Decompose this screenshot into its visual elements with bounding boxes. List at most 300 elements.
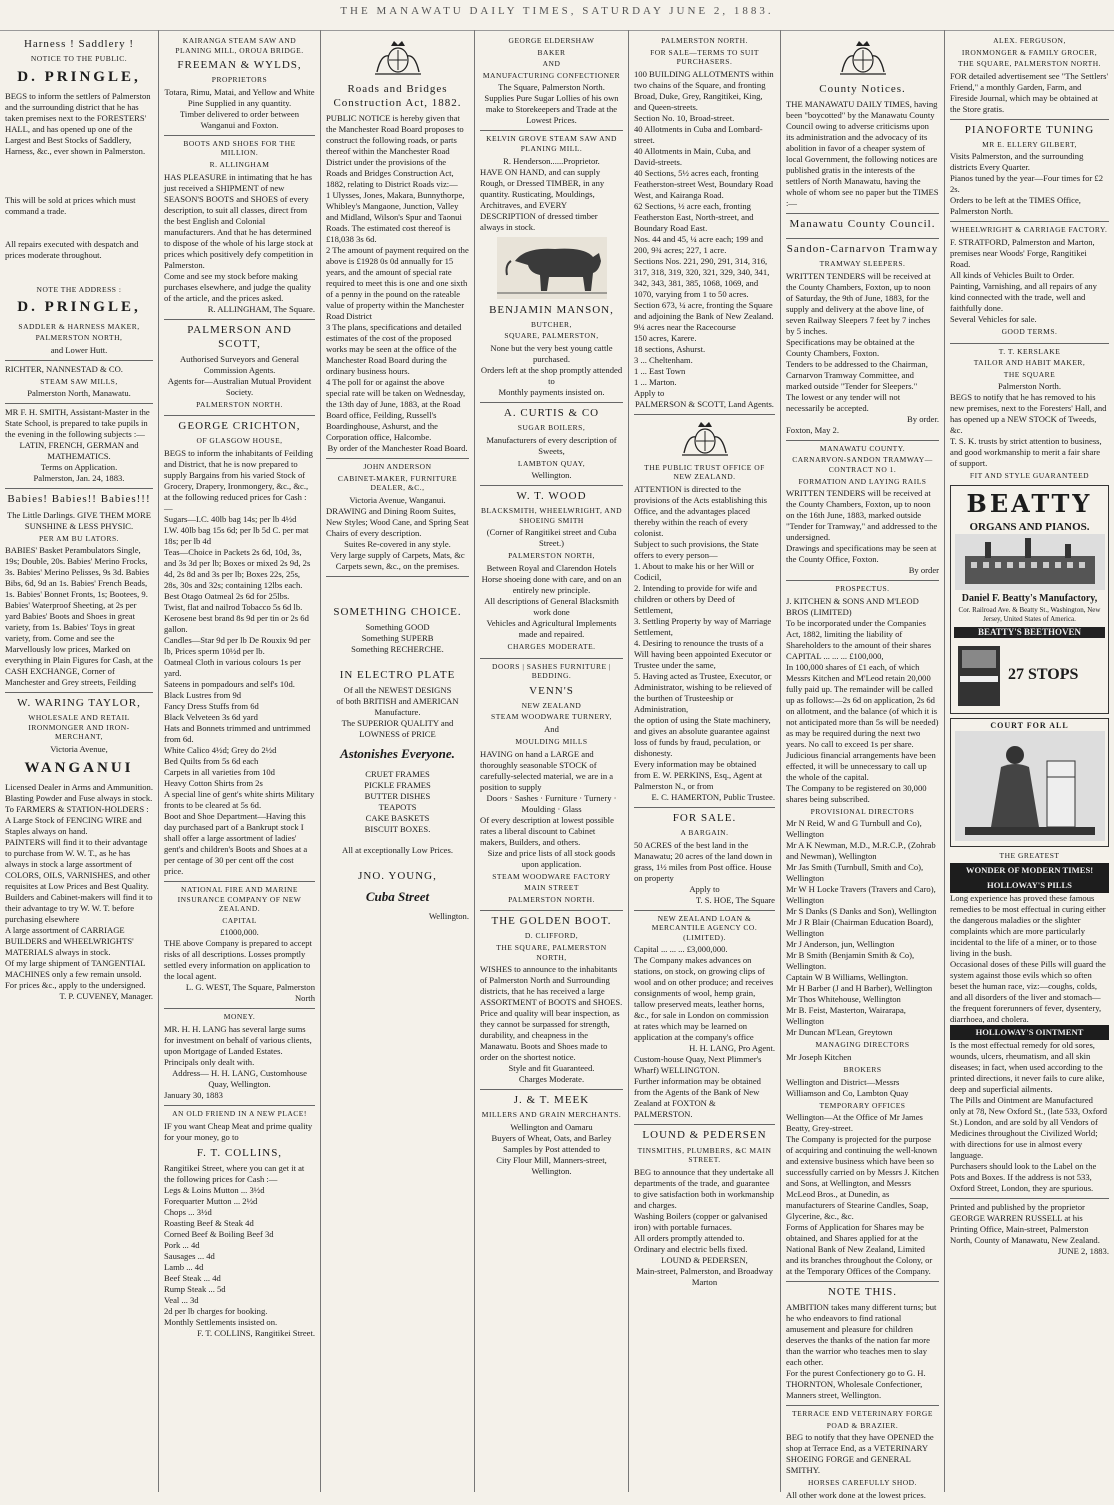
ad-heading: W. T. WOOD xyxy=(516,490,587,503)
ad-line: R. Henderson......Proprietor. xyxy=(503,155,600,166)
ad-text: 9¼ acres near the Racecourse xyxy=(634,321,736,332)
ad-text: Captain W B Williams, Wellington. xyxy=(786,972,908,983)
ad-text: 40 Allotments in Cuba and Lombard-street. xyxy=(634,123,763,145)
ad-heading: J. & T. MEEK xyxy=(513,1094,590,1107)
ad-text: This will be sold at prices which must command a trade. xyxy=(5,194,136,216)
ad-caption: THE GREATEST xyxy=(999,851,1060,861)
ad-caption: PALMERSTON NORTH, xyxy=(35,333,123,343)
advertisement xyxy=(786,1409,939,1505)
ad-line: And xyxy=(544,724,559,734)
ad-line: BUTTER DISHES xyxy=(364,790,431,801)
ad-caption: CABINET-MAKER, FURNITURE DEALER, &C., xyxy=(337,473,458,493)
advertisement xyxy=(164,419,315,882)
advertisement xyxy=(480,662,623,912)
ad-text: F. STRATFORD, Palmerston and Marton, premises near Woods' Forge, Rangitikei Road. xyxy=(950,237,1095,270)
ad-line: Terms on Application. xyxy=(40,462,118,473)
ad-display-text: Cuba Street xyxy=(365,888,430,904)
ad-caption: JOHN ANDERSON xyxy=(363,462,432,472)
ad-banner: HOLLOWAY'S PILLS xyxy=(950,878,1109,893)
ad-text: J. KITCHEN & SONS AND M'LEOD BROS (LIMITED) xyxy=(786,595,919,617)
advertisement xyxy=(786,444,939,581)
ad-caption: THE PUBLIC TRUST OFFICE OF NEW ZEALAND. xyxy=(644,462,765,482)
column-4 xyxy=(474,30,628,1492)
ad-caption: TINSMITHS, PLUMBERS, &C MAIN STREET. xyxy=(637,1145,772,1165)
ad-caption: TAILOR AND HABIT MAKER, xyxy=(973,358,1086,368)
ad-text: All orders promptly attended to. Ordinary and electric bells fixed. xyxy=(634,1232,748,1254)
beatty-firm: Daniel F. Beatty's Manufactory, xyxy=(961,592,1098,604)
ad-text: WISHES to announce to the inhabitants of Palmerston North and Surrounding districts, that he has received a large ASSORTMENT of BOOTS and SHOES. Price and quality will bear inspection, as they cannot be surpassed for strength, durability, and cheapness in the Manawatu. Boots and Shoes made to order on the shortest notice. xyxy=(480,964,623,1063)
ad-text: To FARMERS & STATION-HOLDERS : A Large Stock of FENCING WIRE and Staples always on hand. xyxy=(5,804,149,837)
ad-line: Horse shoeing done with care, and on an entirely new principle. xyxy=(481,573,622,595)
ad-text: Bed Quilts from 5s 6d each xyxy=(164,756,259,767)
ad-text: Mr W H Locke Travers (Travers and Caro), Wellington xyxy=(786,884,936,906)
ad-caption: NOTICE TO THE PUBLIC. xyxy=(30,54,128,64)
ad-signature: F. T. COLLINS, Rangitikei Street. xyxy=(197,1327,315,1338)
ad-line: CRUET FRAMES xyxy=(365,768,430,779)
royal-crest-icon xyxy=(836,38,890,78)
ad-text: Custom-house Quay, Next Plimmer's Wharf) WELLINGTON. xyxy=(634,1054,762,1076)
spacer xyxy=(5,261,153,283)
ad-signature: By order xyxy=(908,565,939,576)
ad-text: 40 Allotments in Main, Cuba, and David-streets. xyxy=(634,145,751,167)
ad-text: Mr Jas Smith (Turnbull, Smith and Co), Wellington xyxy=(786,862,924,884)
ad-line: Manufacturers of every description of Sweets, xyxy=(486,434,617,456)
ad-line: Suites Re-covered in any style. xyxy=(344,538,451,549)
ad-text: MR. H. H. LANG has several large sums for investment on behalf of various clients, upon Mortgage of Landed Estates. Principals only dealt with. xyxy=(164,1024,312,1068)
factory-illustration-icon xyxy=(955,534,1105,590)
ad-text: Pianos tuned by the year—Four times for £2 2s. xyxy=(950,173,1103,195)
ad-text: Heavy Cotton Shirts from 2s xyxy=(164,778,263,789)
ad-text: Wellington—At the Office of Mr James Beatty, Grey-street. xyxy=(786,1112,923,1134)
ad-text: IF you want Cheap Meat and prime quality for your money, go to xyxy=(164,1120,313,1142)
ad-caption: ALEX. FERGUSON, xyxy=(993,36,1066,45)
ad-text: Is the most effectual remedy for old sores, wounds, ulcers, rheumatism, and all skin diseases; in fact, when used according to the printed directions, it never fails to cure alike, deep and superficial ailments. xyxy=(950,1039,1105,1094)
ad-text: BEGS to inform the settlers of Palmerston and the surrounding district that he has taken premises next to the FORESTERS' HALL, and has opened up one of the Largest and Best Stocks of Saddlery, Harness, &c., ever shown in Palmerston. xyxy=(5,90,151,156)
ad-caption: BROKERS xyxy=(843,1064,882,1074)
ad-text: January 30, 1883 xyxy=(164,1090,223,1101)
ad-line: Authorised Surveyors and General Commission Agents. xyxy=(179,353,300,375)
ad-text: 2 The amount of payment required on the above is £1928 0s 0d annually for 15 years, and the amount of special rate required to meet this is one and one sixth of a penny in the pound on the rateable value of property within the Manchester Road District xyxy=(326,245,469,322)
ad-caption: TRAMWAY SLEEPERS. xyxy=(819,259,906,269)
ad-caption: NEW ZEALAND LOAN & MERCANTILE AGENCY CO. (LIMITED). xyxy=(651,913,758,942)
ad-text: Section 673, ¼ acre, fronting the Square and adjoining the Bank of New Zealand. xyxy=(634,299,774,321)
ad-line: Something SUPERB xyxy=(361,633,434,644)
advertisement xyxy=(5,407,153,489)
ad-line: (Corner of Rangitikei street and Cuba Street.) xyxy=(486,527,617,549)
ad-signature: By order. xyxy=(907,413,939,424)
ad-text: Veal ... 3d xyxy=(164,1294,199,1305)
ad-text: BEG to notify that they have OPENED the shop at Terrace End, as a VETERINARY SHOEING FORGE and GENERAL SMITHY. xyxy=(786,1432,934,1476)
beatty-banner: BEATTY'S BEETHOVEN xyxy=(954,627,1105,639)
ad-text: Kerosene best brand 8s 9d per tin or 2s 6d gallon. xyxy=(164,613,309,635)
beatty-subtitle: ORGANS AND PIANOS. xyxy=(969,520,1090,533)
ad-text: Twist, flat and nailrod Tobacco 5s 6d lb. xyxy=(164,602,303,613)
spacer xyxy=(5,217,153,239)
ad-text: Chops ... 3½d xyxy=(164,1206,212,1217)
ad-heading: THE GOLDEN BOOT. xyxy=(491,915,612,928)
beatty-address: Cor. Railroad Ave. & Beatty St., Washington, New Jersey, United States of America. xyxy=(958,605,1101,623)
advertisement xyxy=(950,347,1109,1199)
advertisement xyxy=(950,225,1109,343)
hygeia-figure-icon xyxy=(955,731,1105,841)
ad-text: 5. Having acted as Trustee, Executor, or Administrator, wishing to be relieved of the burthen of Trusteeship or Administration, xyxy=(634,670,772,714)
ad-line: Style and fit Guaranteed. xyxy=(508,1063,595,1074)
ad-line: Something GOOD xyxy=(365,622,430,633)
ad-text: Occasional doses of these Pills will guard the system against those evils which so often beset the human race, viz:—coughs, colds, and all disorders of the liver and stomach—the frequent forerunners of fever, dysentery, diarrhoea, and cholera. xyxy=(950,958,1106,1024)
ad-caption: THE SQUARE, PALMERSTON NORTH. xyxy=(957,59,1102,69)
ad-heading: LOUND & PEDERSEN xyxy=(642,1129,767,1142)
advertisement xyxy=(480,134,623,402)
ad-line: Vehicles and Agricultural Implements made and repaired. xyxy=(486,617,617,639)
advertisement xyxy=(950,1202,1109,1261)
ad-caption: SQUARE, PALMERSTON, xyxy=(504,331,599,341)
bull-illustration-icon xyxy=(497,237,607,299)
ad-caption: KELVIN GROVE STEAM SAW AND PLANING MILL. xyxy=(486,134,617,153)
spacer xyxy=(326,580,469,602)
ad-caption: SADDLER & HARNESS MAKER, xyxy=(18,321,140,331)
royal-crest-icon xyxy=(678,419,732,459)
advertisement xyxy=(5,37,153,361)
ad-text: HAS PLEASURE in intimating that he has just received a SHIPMENT of new SEASON'S BOOTS and SHOES of every description, to suit all classes, direct from the best English and Colonial manufacturers. And that he has determined to dispose of the whole of his large stock at prices which positively defy competition in Palmerston. xyxy=(164,171,314,270)
ad-caption: TERRACE END VETERINARY FORGE xyxy=(792,1409,933,1419)
ad-caption: MILLERS AND GRAIN MERCHANTS. xyxy=(481,1110,622,1120)
ad-line: By order of the Manchester Road Board. xyxy=(327,443,468,454)
ad-text: Mr Thos Whitehouse, Wellington xyxy=(786,994,901,1005)
ad-text: Mr Duncan M'Lean, Greytown xyxy=(786,1027,893,1038)
advertisement xyxy=(164,885,315,1009)
ad-caption: STEAM SAW MILLS, xyxy=(40,376,118,386)
ad-text: The Company to be registered on 30,000 shares being subscribed. xyxy=(786,782,927,804)
column-3 xyxy=(320,30,474,1492)
ad-text: THE above Company is prepared to accept risks of all descriptions. Losses promptly settled every information on application to the local agent. xyxy=(164,938,312,982)
ad-text: 3. Settling Property by way of Marriage Settlement, xyxy=(634,615,772,637)
ad-caption: CHARGES MODERATE. xyxy=(507,641,596,651)
ad-caption: MANUFACTURING CONFECTIONER xyxy=(482,70,621,80)
ad-caption: T. T. KERSLAKE xyxy=(998,346,1061,356)
ad-text: Wellington and District—Messrs Williamson and Co, Lambton Quay xyxy=(786,1076,909,1098)
ad-caption: CAPITAL xyxy=(222,915,257,925)
ad-caption: BUTCHER, xyxy=(531,319,572,329)
ad-text: 1 ... East Town xyxy=(634,365,686,376)
ad-line: Apply to xyxy=(689,883,720,894)
ad-signature: R. ALLINGHAM, The Square. xyxy=(207,303,315,314)
ad-caption: FOR SALE—TERMS TO SUIT PURCHASERS. xyxy=(650,47,759,67)
ad-line: City Flour Mill, Manners-street, Wellington. xyxy=(496,1154,607,1176)
ad-caption: MAIN STREET xyxy=(524,883,579,893)
ad-heading: GEORGE CRICHTON, xyxy=(178,420,301,433)
ad-line: Victoria Avenue, Wanganui. xyxy=(349,494,446,505)
ad-heading: Harness ! Saddlery ! xyxy=(23,38,135,50)
ad-heading: IN ELECTRO PLATE xyxy=(339,669,456,682)
ad-line: PALMERSON & SCOTT, Land Agents. xyxy=(635,398,774,409)
ad-line: Timber delivered to order between Wanganui and Foxton. xyxy=(179,108,299,130)
ad-caption: NOTE THE ADDRESS : xyxy=(36,284,122,294)
ad-caption: LAMBTON QUAY, xyxy=(517,458,586,468)
ad-text: 1. About to make his or her Will or Codicil, xyxy=(634,560,755,582)
ad-text: Sections Nos. 221, 290, 291, 314, 316, 317, 318, 319, 320, 321, 329, 340, 341, 342, 343, 381, 385, 1068, 1069, and 1070, varying from 1 to 50 acres. xyxy=(634,255,770,299)
ad-caption: GEORGE ELDERSHAW xyxy=(508,36,595,45)
ad-caption: PALMERSTON NORTH. xyxy=(196,399,283,409)
ad-caption: HORSES CAREFULLY SHOD. xyxy=(808,1478,917,1488)
ad-text: A large assortment of CARRIAGE BUILDERS and WHEELWRIGHTS' MATERIALS always in stock. xyxy=(5,925,134,958)
ad-text: 2d per lb charges for booking. xyxy=(164,1305,268,1316)
ad-caption: MONEY. xyxy=(223,1012,256,1022)
advertisement xyxy=(786,1285,939,1406)
ad-text: Mr J Anderson, jun, Wellington xyxy=(786,939,895,950)
ad-text: Long experience has proved these famous remedies to be most effectual in curing either the dangerous maladies or the slighter complaints which are more particularly incidental to the life of a miner, or to those living in the bush. xyxy=(950,892,1106,958)
royal-crest-icon xyxy=(371,38,425,78)
advertisement xyxy=(634,811,775,911)
column-6 xyxy=(780,30,944,1501)
ad-text: Builders and Cabinet-makers will find it to their advantage to try W. W. T. before purchasing elsewhere xyxy=(5,892,153,925)
ad-line: CAKE BASKETS xyxy=(365,812,430,823)
ad-text: BEG to announce that they undertake all departments of the trade, and guarantee to give satisfaction both in workmanship and charges. xyxy=(634,1166,775,1210)
ad-text: The Company is projected for the purpose of acquiring and continuing the well-known and extensive business which have been so successfully carried on by Messrs J. Kitchen and Sons, at Wellington, and Messrs McLeod Bros., at Dunedin, as manufacturers of Stearine Candles, Soap, Glycerine, &c., &c. xyxy=(786,1134,939,1222)
ad-text: Beef Steak ... 4d xyxy=(164,1272,221,1283)
ad-text: Every information may be obtained from E. W. PERKINS, Esq., Agent at Palmerston N., or from xyxy=(634,758,763,791)
ad-text: 1 Ulysses, Jones, Makara, Bunnythorpe, Whibley's Mangaone, Junction, Valley and Midland, Wilson's Spur and Taonui Roads. The estimated cost thereof is £18,038 3s 6d. xyxy=(326,190,465,245)
ad-text: Sateens in pompadours and self's 10d. xyxy=(164,679,295,690)
ad-signature: T. P. CUVENEY, Manager. xyxy=(59,991,153,1002)
ad-caption: MANAWATU COUNTY. xyxy=(819,443,906,453)
ad-text: Black Lustres from 9d xyxy=(164,690,242,701)
ad-text: PAINTERS will find it to their advantage to purchase from W. W. T., as he has always in stock a large assortment of COLORS, OILS, VARNISHES, and other requisites at Low Prices and Best Quality. xyxy=(5,837,151,892)
ad-line: of both BRITISH and AMERICAN xyxy=(336,696,459,707)
spacer xyxy=(326,856,469,866)
ad-heading: BENJAMIN MANSON, xyxy=(489,303,614,316)
ad-text: Sausages ... 4d xyxy=(164,1250,215,1261)
ad-line: The SUPERIOR QUALITY and LOWNESS of PRICE xyxy=(341,718,454,740)
ad-caption: WHOLESALE AND RETAIL IRONMONGER AND IRON-MERCHANT, xyxy=(28,713,130,742)
ad-caption: OF GLASGOW HOUSE, xyxy=(196,436,283,446)
ad-text: 40 Sections, 5½ acres each, fronting Featherston-street West, Boundary Road West, and Kairanga Road. xyxy=(634,167,774,200)
ad-text: PUBLIC NOTICE is hereby given that the Manchester Road Board proposes to construct the following roads, or parts thereof within the Manchester Road District under the provisions of the Roads and Bridges Construction Act, 1882, relating to District Roads viz:— xyxy=(326,113,464,190)
advertisement xyxy=(326,38,469,459)
ad-caption: PER AM BU LATORS. xyxy=(38,533,120,543)
ad-heading: FREEMAN & WYLDS, xyxy=(177,59,302,72)
ad-signature: T. S. HOE, The Square xyxy=(695,894,775,905)
ad-name: WANGANUI xyxy=(24,759,134,776)
spacer xyxy=(326,835,469,845)
ad-banner: WONDER OF MODERN TIMES! xyxy=(950,863,1109,878)
ad-text: Pork ... 4d xyxy=(164,1239,200,1250)
column-5 xyxy=(628,30,780,1492)
ad-text: THE MANAWATU DAILY TIMES, having been "boycotted" by the Manawatu County Council owing to adverse criticisms upon its administration and the advocacy of its abolition in favor of a cheaper system of local Government, the following notices are published gratis in the interests of the settlers of North Manawatu, having the whole of whom see no paper but the TIMES :— xyxy=(786,99,939,209)
ad-line: Victoria Avenue, xyxy=(50,743,108,754)
ad-text: Of every description at lowest possible rates a liberal discount to Cabinet makers, Builders, and others. xyxy=(480,814,614,847)
ad-caption: PALMERSTON NORTH, xyxy=(508,551,595,561)
ad-text: T. S. K. trusts by strict attention to business, and good workmanship to merit a fair share of support. xyxy=(950,436,1102,469)
ad-caption: MR E. ELLERY GILBERT, xyxy=(982,139,1077,149)
ad-text: Mr B. Feist, Masterton, Wairarapa, Wellington xyxy=(786,1005,906,1027)
ad-display-text: Astonishes Everyone. xyxy=(340,746,455,762)
ad-caption: AN OLD FRIEND IN A NEW PLACE! xyxy=(172,1109,307,1119)
advertisement xyxy=(326,462,469,577)
ad-heading: Sandon-Carnarvon Tramway xyxy=(786,243,939,256)
ad-text: BEGS to inform the inhabitants of Feilding and District, that he is now prepared to supply Bargains from his varied Stock of Grocery, Drapery, Ironmongery, &c., &c., at the following reduced prices for Cash :— xyxy=(164,448,313,514)
ad-heading: NOTE THIS. xyxy=(827,1286,898,1299)
ad-heading: JNO. YOUNG, xyxy=(358,869,437,882)
ad-text: The lowest or any tender will not necessarily be accepted. xyxy=(786,391,901,413)
ad-text: Mr Joseph Kitchen xyxy=(786,1051,852,1062)
ad-text: HAVE ON HAND, and can supply Rough, or Dressed TIMBER, in any quantity. Rusticating, Mouldings, Architraves, and EVERY DESCRIPTION of dressed timber always in stock. xyxy=(480,166,605,232)
ad-caption: IRONMONGER & FAMILY GROCER, xyxy=(961,47,1098,57)
advertisement xyxy=(786,242,939,441)
advertisement xyxy=(164,323,315,417)
advertisement xyxy=(480,36,623,131)
ad-line: All descriptions of General Blacksmith work done xyxy=(484,595,619,617)
ad-caption: FIT AND STYLE GUARANTEED xyxy=(969,471,1090,481)
ad-heading: Roads and Bridges Construction Act, 1882. xyxy=(333,83,462,110)
ad-caption: MOULDING MILLS xyxy=(515,737,588,746)
ad-text: 2. Intending to provide for wife and children or others by Deed of Settlement, xyxy=(634,582,757,615)
advertisement xyxy=(634,1128,775,1291)
ad-line: Wellington. xyxy=(531,470,572,481)
ad-heading: FOR SALE. xyxy=(672,811,737,824)
ad-text: Orders to be left at the TIMES Office, Palmerston North. xyxy=(950,195,1081,217)
ad-line: Supplies Pure Sugar Lollies of his own make to Storekeepers and Trade at the Lowest Prices. xyxy=(484,93,619,126)
ad-text: Several Vehicles for sale. xyxy=(950,314,1037,325)
beatty-organ-advertisement xyxy=(950,485,1109,714)
organ-illustration-icon xyxy=(954,640,1004,710)
ad-line: The Little Darlings. GIVE THEM MORE SUNSHINE & LESS PHYSIC. xyxy=(6,509,151,531)
ad-line: PICKLE FRAMES xyxy=(364,779,431,790)
ad-line: BISCUIT BOXES. xyxy=(364,823,431,834)
ad-text: Forms of Application for Shares may be obtained, and Shares applied for at the National Bank of New Zealand, Limited and its branches throughout the Colony, or at the Temporary Offices of the Company. xyxy=(786,1222,933,1277)
ad-line: Samples by Post attended to xyxy=(503,1143,600,1154)
ad-text: Best Otago Oatmeal 2s 6d for 25lbs. xyxy=(164,591,290,602)
advertisement xyxy=(164,36,315,136)
ad-text: All repairs executed with despatch and prices moderate throughout. xyxy=(5,238,139,260)
ad-line: Charges Moderate. xyxy=(518,1074,585,1085)
ad-text: Further information may be obtained from the Agents of the Bank of New Zealand at FOXTON & PALMERSTON. xyxy=(634,1076,761,1120)
ad-text: DRAWING and Dining Room Suites, New Styles; Wood Cane, and Spring Seat Chairs of every description. xyxy=(326,505,469,538)
ad-caption: BLACKSMITH, WHEELWRIGHT, AND SHOEING SMITH xyxy=(480,506,623,525)
ad-banner: HOLLOWAY'S OINTMENT xyxy=(950,1025,1109,1040)
ad-text: Mr B Smith (Benjamin Smith & Co), Wellington. xyxy=(786,950,915,972)
ad-line: Carpets sewn, &c., on the premises. xyxy=(335,560,460,571)
ad-text: Licensed Dealer in Arms and Ammunition. Blasting Powder and Fuse always in stock. xyxy=(5,782,153,804)
column-7 xyxy=(944,30,1114,1492)
ad-text: Come and see my stock before making purchases elsewhere, and judge the quality of the article, and the prices asked. xyxy=(164,270,311,303)
advertisement xyxy=(950,123,1109,223)
advertisement xyxy=(634,36,775,415)
ad-caption: DOORS | SASHES FURNITURE | BEDDING. xyxy=(492,661,611,681)
ad-line: Palmerston, Jan. 24, 1883. xyxy=(33,473,125,484)
advertisement xyxy=(5,364,153,405)
ad-caption: MANAGING DIRECTORS xyxy=(815,1040,910,1050)
ad-text: 100 BUILDING ALLOTMENTS within two chains of the Square, and fronting Broad, Duke, Grey, Rangitikei, King, and Queen-streets. xyxy=(634,68,774,112)
ad-name: D. PRINGLE, xyxy=(17,68,141,85)
advertisement xyxy=(634,914,775,1126)
ad-text: White Calico 4½d; Grey do 2½d xyxy=(164,745,277,756)
ad-text: Sugars—I.C. 40lb bag 14s; per lb 4½d xyxy=(164,514,297,525)
ad-text: To be incorporated under the Companies Act, 1882, limiting the liability of Shareholders to the amount of their shares xyxy=(786,617,932,650)
ad-text: Foxton, May 2. xyxy=(786,424,839,435)
ad-caption: PALMERSTON NORTH. xyxy=(661,36,748,45)
spacer xyxy=(5,157,153,195)
advertisement xyxy=(5,492,153,693)
ad-text: the option of using the State machinery, and gives an absolute guarantee against loss of funds by fraud, peculation, or dishonesty. xyxy=(634,714,771,758)
ad-caption: A BARGAIN. xyxy=(680,828,729,838)
ad-text: BABIES' Basket Perambulators Single, 19s; Double, 20s. Babies' Merino Frocks, 3s. Babies' Merino Pelisses, 9s 3d. Babies Bibs, 6d, 9d an 1s. Babies' French Beads, 1s. Babies' Bonnet Fronts, 1s; Bootees, 9. Babies' Waterproof Sheeting, at 2s per yard Babies' Boots and Shoes in great variety, from 1s. Babies' Toys in great variety, from. Come and see the Marvellously low prices, Marked on everything in Plain Figures for Cash, at the CASH EXCHANGE, Corner of Manchester and Grey streets, Feilding xyxy=(5,545,153,688)
ad-text: Black Velveteen 3s 6d yard xyxy=(164,712,258,723)
ad-text: Mr H Barber (J and H Barber), Wellington xyxy=(786,983,933,994)
ad-text: Mr J R Blair (Chairman Education Board), Wellington xyxy=(786,917,934,939)
ad-text: The Company makes advances on stations, on stock, on growing clips of wool and on other produce; and receives consignments of wool, hemp grain, tallow preserved meats, leather horns, &c., for sale in London on commission at rates which may be learned on application at the company's office xyxy=(634,955,774,1043)
advertisement xyxy=(480,914,623,1090)
ad-caption: NATIONAL FIRE AND MARINE INSURANCE COMPANY OF NEW ZEALAND. xyxy=(177,885,302,914)
advertisement xyxy=(5,696,153,1006)
ad-text: Lamb ... 4d xyxy=(164,1261,204,1272)
ad-heading: Babies! Babies!! Babies!!! xyxy=(7,493,151,506)
ad-line: Monthly payments insisted on. xyxy=(498,386,605,397)
ad-heading: County Notices. xyxy=(819,83,906,95)
ad-caption: PROSPECTUS. xyxy=(835,584,890,594)
ad-heading: PIANOFORTE TUNING xyxy=(964,123,1095,136)
ad-text: 50 ACRES of the best land in the Manawatu; 20 acres of the land down in grass, 1½ miles from Post office. House on property xyxy=(634,839,773,883)
ad-text: Specifications may be obtained at the County Chambers, Foxton. xyxy=(786,336,915,358)
ad-line: Manufacture. xyxy=(374,707,421,718)
ad-text: Drawings and specifications may be seen at the County Office, Foxton. xyxy=(786,543,937,565)
advertisement xyxy=(164,139,315,320)
advertisement xyxy=(164,1012,315,1106)
ad-text: In 100,000 shares of £1 each, of which Messrs Kitchen and M'Leod retain 20,000 fully paid up. The remainder will be called up as follows:—2s 6d on application, 2s 6d on allotment, and the balance (of which it is not anticipated more than 5s will be needed) as may be required during the next two years. No call to exceed 1s per share. Judicious financial arrangements have been effected, it will be unnecessary to call up the whole of the capital. xyxy=(786,661,939,782)
ad-text: Nos. 44 and 45, ¼ acre each; 199 and 200, 9¾ acres; 227, 1 acre. xyxy=(634,233,764,255)
ad-line: Of all the NEWEST DESIGNS xyxy=(343,685,452,696)
ad-line: and Lower Hutt. xyxy=(50,344,108,355)
ad-text: For the purest Confectionery go to G. H. THORNTON, Wholesale Confectioner, Manners street, Wellington. xyxy=(786,1368,926,1401)
ad-text: Mr N Reid, W and G Turnbull and Co), Wellington xyxy=(786,818,922,840)
ad-caption: POAD & BRAZIER. xyxy=(826,1420,899,1430)
ad-text: The Pills and Ointment are Manufactured only at 78, New Oxford St., (late 533, Oxford St.) London, and are sold by all Vendors of Medicines throughout the Civilized World; with directions for use in almost every language. xyxy=(950,1094,1108,1160)
advertisement xyxy=(634,419,775,808)
ad-caption: AND xyxy=(542,59,561,69)
ad-text: MR F. H. SMITH, Assistant-Master in the State School, is prepared to take pupils in the evening in the following subjects :— xyxy=(5,407,150,440)
ad-text: Monthly Settlements insisted on. xyxy=(164,1316,278,1327)
spacer xyxy=(326,655,469,665)
ad-text: 4. Desiring to renounce the trusts of a Will having been appointed Executor or Trustee under the same, xyxy=(634,637,772,670)
advertisement xyxy=(786,217,939,239)
ad-text: HAVING on hand a LARGE and thoroughly seasonable STOCK of carefully-selected material, we are in a position to supply xyxy=(480,748,614,792)
ad-line: None but the very best young cattle purchased. xyxy=(490,342,613,364)
ad-caption: THE SQUARE xyxy=(1003,369,1056,379)
ad-text: Forequarter Mutton ... 2½d xyxy=(164,1195,258,1206)
holloway-banner: COURT FOR ALL xyxy=(990,721,1069,731)
ad-text: Subject to such provisions, the State offers to every person— xyxy=(634,538,759,560)
ad-caption: KAIRANGA STEAM SAW AND PLANING MILL, OROUA BRIDGE. xyxy=(175,36,304,55)
advertisement xyxy=(786,38,939,214)
ad-heading: A. CURTIS & CO xyxy=(503,406,600,419)
ad-caption: FORMATION AND LAYING RAILS xyxy=(798,476,927,486)
holloway-illustration xyxy=(950,718,1109,847)
ad-text: Boot and Shoe Department—Having this day purchased part of a Bankrupt stock I shall offer a large assortment of ladies' gent's and children's Boots and Shoes at a per centage of 30 per cent off the cost price. xyxy=(164,811,308,877)
ad-text: 3 The plans, specifications and detailed estimates of the cost of the proposed works may be seen at the office of the Manchester Road Board during the ordinary business hours. xyxy=(326,322,462,377)
ad-text: BEGS to notify that he has removed to his new premises, next to the Foresters' Hall, and has opened up a NEW STOCK of Tweeds, &c. xyxy=(950,392,1107,436)
ad-signature: E. C. HAMERTON, Public Trustee. xyxy=(651,791,775,802)
ad-line: Main-street, Palmerston, and Broadway Marton xyxy=(636,1265,773,1287)
ad-text: 18 sections, Ashurst. xyxy=(634,343,706,354)
ad-signature: JUNE 2, 1883. xyxy=(1057,1245,1109,1256)
ad-caption: TEMPORARY OFFICES xyxy=(819,1100,906,1110)
ad-text: Of my large shipment of TANGENTIAL MACHINES only a few remain unsold. For prices &c., apply to the undersigned. xyxy=(5,958,146,991)
ad-text: Purchasers should look to the Label on the Pots and Boxes. If the address is not 533, Oxford Street, London, they are spurious. xyxy=(950,1160,1097,1193)
ad-text: All kinds of Vehicles Built to Order. xyxy=(950,270,1075,281)
ad-text: 1 ... Marton. xyxy=(634,376,677,387)
ad-text: All other work done at the lowest prices. xyxy=(786,1490,926,1501)
ad-text: Capital ... ... ... £3,000,000. xyxy=(634,944,728,955)
ad-caption: WHEELWRIGHT & CARRIAGE FACTORY. xyxy=(951,225,1108,235)
